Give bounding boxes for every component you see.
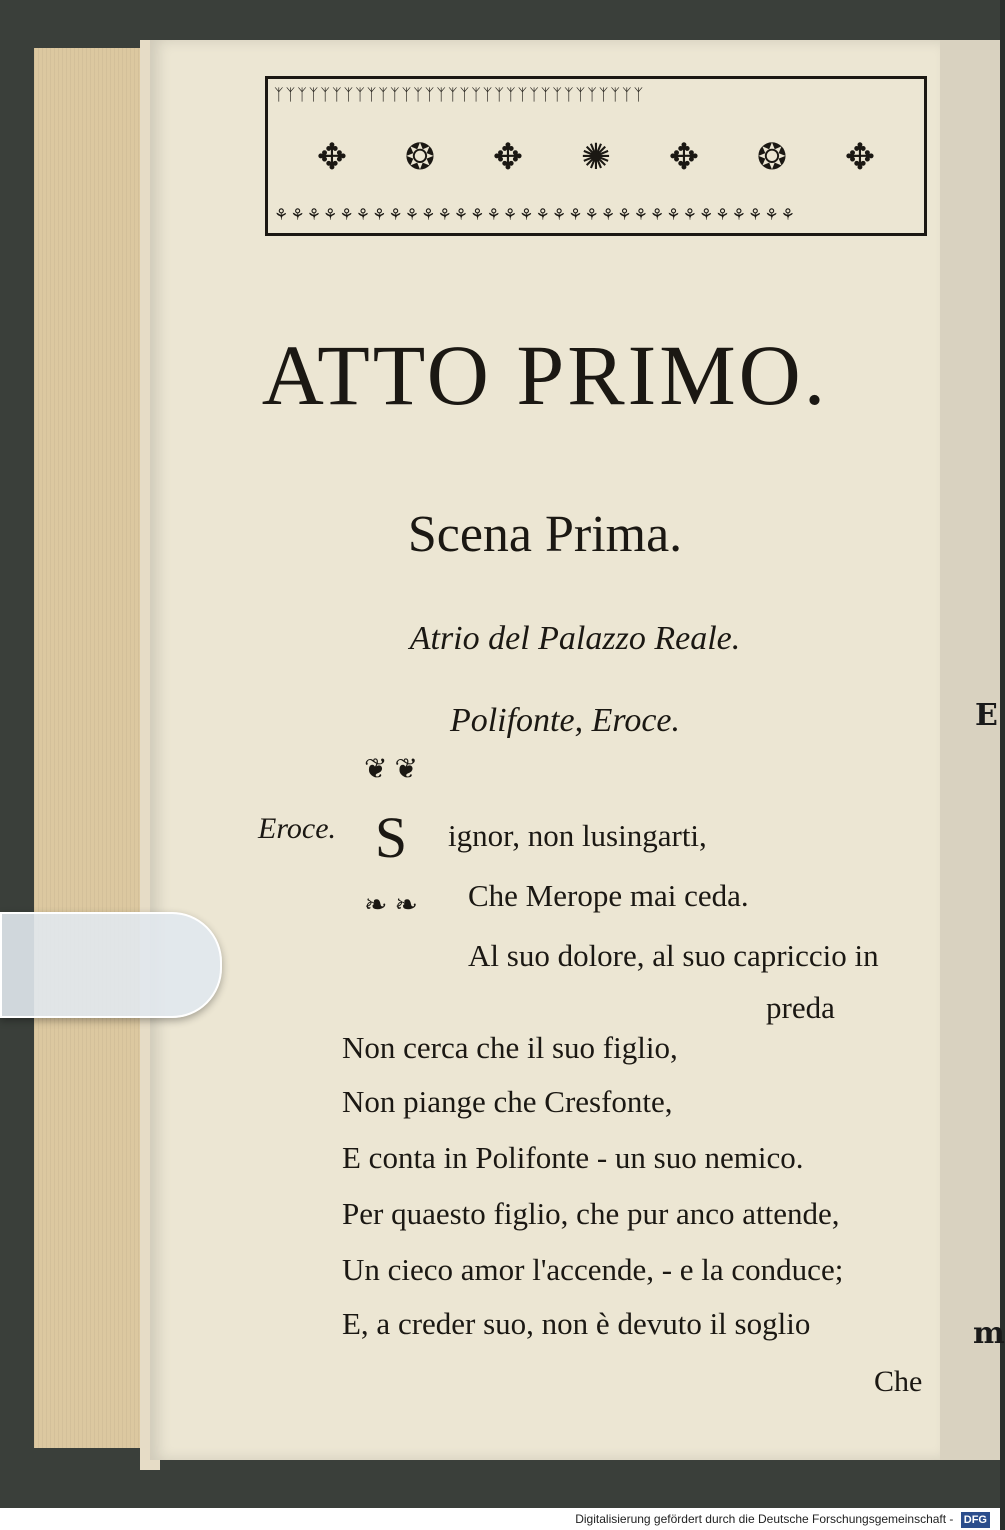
ornament-motif: ❂: [756, 137, 788, 177]
facing-page-glyph: E: [975, 698, 998, 733]
ornament-motif: ❂: [404, 137, 436, 177]
page-edges: [34, 48, 156, 1448]
ornament-motifs: [288, 127, 904, 187]
catchword: Che: [874, 1365, 923, 1398]
facing-page-glyph: m: [973, 1316, 1005, 1351]
ornament-border-bottom: ⚘⚘⚘⚘⚘⚘⚘⚘⚘⚘⚘⚘⚘⚘⚘⚘⚘⚘⚘⚘⚘⚘⚘⚘⚘⚘⚘⚘⚘⚘⚘⚘: [274, 207, 797, 224]
book-page: [150, 40, 940, 1460]
verse-line: Che Merope mai ceda.: [468, 878, 749, 913]
dfg-logo: DFG: [961, 1512, 990, 1528]
verse-line: Non piange che Cresfonte,: [342, 1084, 673, 1119]
digitization-credit: [0, 1508, 1000, 1530]
credit-text: Digitalisierung gefördert durch die Deutsche Forschungsgemeinschaft -: [575, 1512, 954, 1526]
verse-line: ignor, non lusingarti,: [448, 818, 707, 853]
verse-line: Al suo dolore, al suo capriccio in: [468, 938, 879, 973]
scene-title: Scena Prima.: [407, 506, 683, 563]
ornament-motif: ✥: [492, 137, 524, 177]
verse-line: Per quaesto figlio, che pur anco attende,: [342, 1196, 840, 1231]
ornament-motif: ✥: [844, 137, 876, 177]
ornament-motif: ✥: [316, 137, 348, 177]
headpiece-ornament: [265, 76, 927, 236]
verse-line: preda: [766, 990, 835, 1025]
verse-line: Non cerca che il suo figlio,: [342, 1030, 678, 1065]
ornament-motif: ✺: [580, 137, 612, 177]
vine-ornament-icon: ❦ ❦: [364, 754, 418, 785]
scene-setting: Atrio del Palazzo Reale.: [409, 620, 741, 657]
scene-characters: Polifonte, Eroce.: [449, 702, 681, 739]
ornament-border-top: ᛉᛉᛉᛉᛉᛉᛉᛉᛉᛉᛉᛉᛉᛉᛉᛉᛉᛉᛉᛉᛉᛉᛉᛉᛉᛉᛉᛉᛉᛉᛉᛉ: [274, 87, 646, 104]
initial-letter: S: [374, 804, 408, 870]
facing-page: [935, 40, 1005, 1460]
page-holder-clip: [0, 912, 222, 1018]
act-title: ATTO PRIMO.: [261, 327, 829, 423]
verse-line: E, a creder suo, non è devuto il soglio: [342, 1306, 811, 1341]
decorated-initial: [332, 752, 450, 922]
vine-ornament-icon: ❧ ❧: [364, 890, 418, 921]
verse-line: Un cieco amor l'accende, - e la conduce;: [342, 1252, 844, 1287]
ornament-motif: ✥: [668, 137, 700, 177]
speaker-name: Eroce.: [258, 812, 337, 845]
verse-line: E conta in Polifonte - un suo nemico.: [342, 1140, 804, 1175]
